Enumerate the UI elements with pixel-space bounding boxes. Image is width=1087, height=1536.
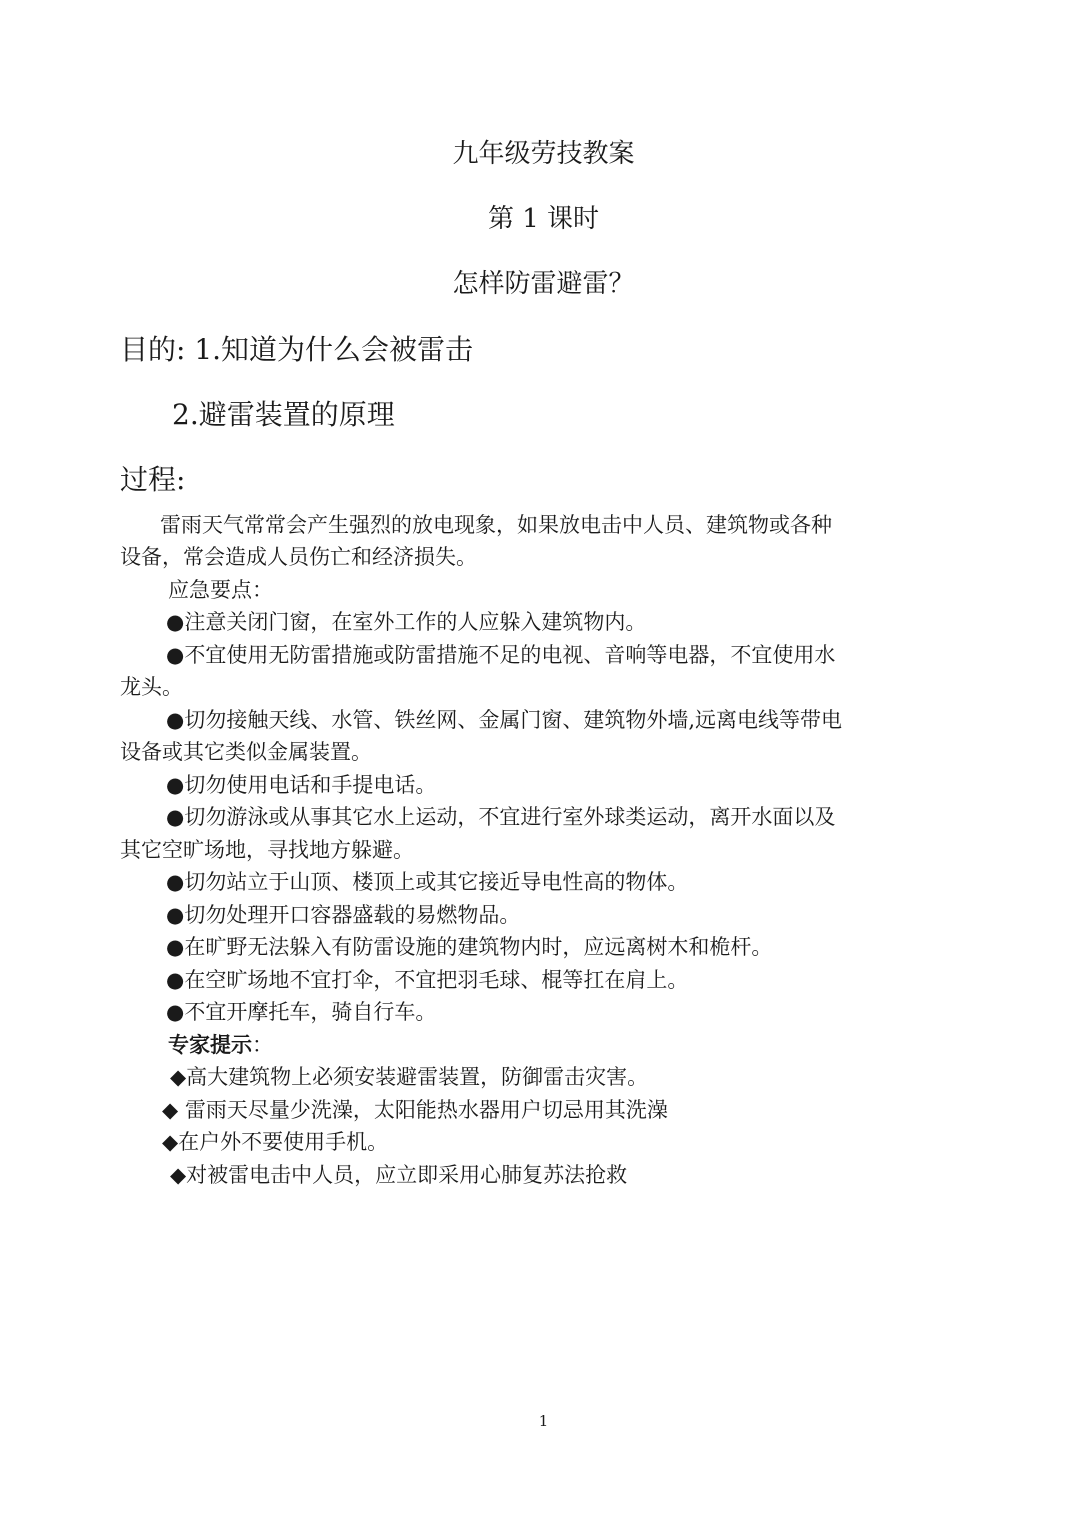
point-5-line-2: 其它空旷场地，寻找地方躲避。 xyxy=(120,838,414,862)
tip-2: ◆ 雷雨天尽量少洗澡，太阳能热水器用户切忌用其洗澡 xyxy=(162,1098,668,1122)
point-10: ●不宜开摩托车，骑自行车。 xyxy=(166,1000,437,1024)
intro-line-2: 设备，常会造成人员伤亡和经济损失。 xyxy=(120,545,477,569)
point-4: ●切勿使用电话和手提电话。 xyxy=(166,773,437,797)
tip-4: ◆对被雷电击中人员，应立即采用心肺复苏法抢救 xyxy=(170,1163,628,1187)
point-2-line-2: 龙头。 xyxy=(120,675,183,699)
lesson-number: 第 1 课时 xyxy=(487,204,600,234)
tip-1: ◆高大建筑物上必须安装避雷装置，防御雷击灾害。 xyxy=(170,1065,649,1089)
goal-2: 2.避雷装置的原理 xyxy=(172,398,395,431)
point-5-line-1: ●切勿游泳或从事其它水上运动，不宜进行室外球类运动，离开水面以及 xyxy=(166,805,836,829)
tip-3: ◆在户外不要使用手机。 xyxy=(162,1130,389,1154)
expert-tips-heading xyxy=(168,1029,273,1061)
point-2-line-1: ●不宜使用无防雷措施或防雷措施不足的电视、音响等电器，不宜使用水 xyxy=(166,643,836,667)
point-8: ●在旷野无法躲入有防雷设施的建筑物内时，应远离树木和桅杆。 xyxy=(166,935,773,959)
lesson-topic: 怎样防雷避雷？ xyxy=(452,269,635,299)
goal-1: 目的: 1.知道为什么会被雷击 xyxy=(120,333,474,366)
point-6: ●切勿站立于山顶、楼顶上或其它接近导电性高的物体。 xyxy=(166,870,689,894)
expert-tips-label: 专家提示 xyxy=(168,1032,252,1057)
point-3-line-2: 设备或其它类似金属装置。 xyxy=(120,740,372,764)
page-number: 1 xyxy=(538,1412,549,1430)
point-1: ●注意关闭门窗，在室外工作的人应躲入建筑物内。 xyxy=(166,610,647,634)
point-9: ●在空旷场地不宜打伞，不宜把羽毛球、棍等扛在肩上。 xyxy=(166,968,689,992)
point-7: ●切勿处理开口容器盛载的易燃物品。 xyxy=(166,903,521,927)
expert-tips-colon: ： xyxy=(252,1033,273,1057)
document-title: 九年级劳技教案 xyxy=(452,139,635,169)
process-label: 过程: xyxy=(120,463,186,496)
intro-line-1: 雷雨天气常常会产生强烈的放电现象，如果放电击中人员、建筑物或各种 xyxy=(160,513,832,537)
point-3-line-1: ●切勿接触天线、水管、铁丝网、金属门窗、建筑物外墙,远离电线等带电 xyxy=(166,708,842,732)
emergency-label: 应急要点： xyxy=(168,578,273,602)
